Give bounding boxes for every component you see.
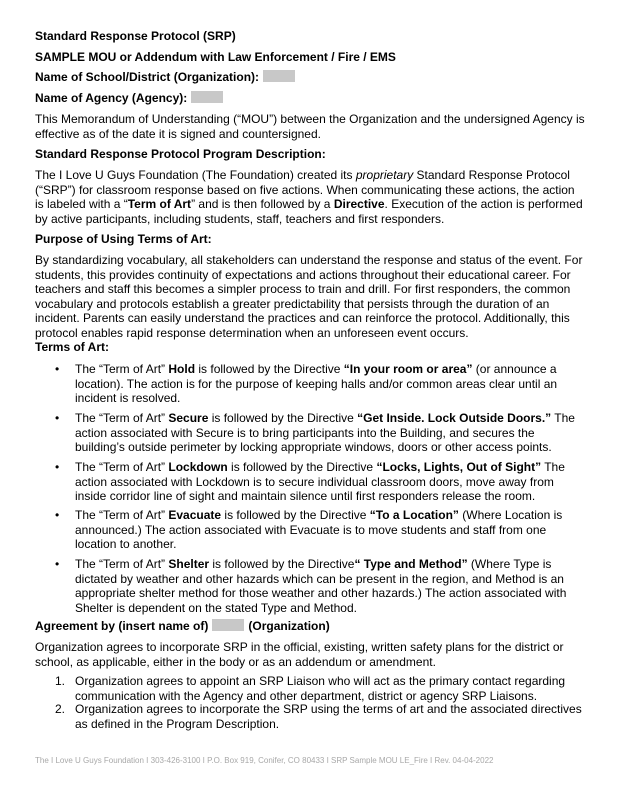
bullet-icon: • xyxy=(55,411,60,425)
school-name-field[interactable] xyxy=(263,70,295,82)
term-text: The action associated with Secure is to bring participants into the Building, and secures the building’s outside perimeter by locking appropriate windows, doors or other access points. xyxy=(75,411,575,454)
term-text: is followed by the Directive xyxy=(227,460,377,474)
program-term-of-art: Term of Art xyxy=(127,197,192,211)
term-directive: “Locks, Lights, Out of Sight” xyxy=(376,460,542,474)
term-name: Hold xyxy=(168,362,196,376)
term-text: The action associated with Lockdown is to secure individual classroom doors, move away from inside corridor line of sight and maintain silence until first responders release the room. xyxy=(75,460,565,503)
term-item-hold xyxy=(75,362,586,406)
term-item-shelter xyxy=(75,557,586,615)
intro-paragraph: This Memorandum of Understanding (“MOU”) between the Organization and the undersigned Agency is effective as of the date it is signed and countersigned. xyxy=(35,112,585,141)
list-number: 2. xyxy=(55,702,66,716)
term-text: The “Term of Art” xyxy=(75,362,169,376)
term-name: Evacuate xyxy=(168,508,222,522)
program-text-1: The I Love U Guys Foundation (The Foundation) created its xyxy=(35,168,356,182)
school-name-label: Name of School/District (Organization): xyxy=(35,70,260,84)
bullet-icon: • xyxy=(55,508,60,522)
term-text: is followed by the Directive xyxy=(221,508,370,522)
agreement-item: Organization agrees to appoint an SRP Liaison who will act as the primary contact regarding communication with the Agency and other department, district or agency SRP Liaisons. xyxy=(75,674,566,703)
agency-name-label: Name of Agency (Agency): xyxy=(35,91,188,105)
program-paragraph xyxy=(35,168,586,226)
document-subtitle: SAMPLE MOU or Addendum with Law Enforcement / Fire / EMS xyxy=(35,50,396,64)
agency-name-field[interactable] xyxy=(191,91,223,103)
document-title: Standard Response Protocol (SRP) xyxy=(35,29,236,43)
bullet-icon: • xyxy=(55,362,60,376)
agreement-heading xyxy=(35,619,586,634)
term-text: (Where Type is dictated by weather and other hazards which can be present in the region, and Method is an appropriate shelter method for those weather and other hazards.) The action associated with Shelter is dependent on the stated Type and Method. xyxy=(75,557,567,615)
list-number: 1. xyxy=(55,674,66,688)
term-text: (Where Location is announced.) The action associated with Evacuate is to move students and staff from one location to another. xyxy=(75,508,563,551)
program-text-4: . Execution of the action is performed by active participants, including students, staff, teachers and first responders. xyxy=(35,197,583,226)
term-text: The “Term of Art” xyxy=(75,411,169,425)
program-text-2: Standard Response Protocol (“SRP”) for classroom response based on five actions. When communicating these actions, the action is labeled with a “ xyxy=(35,168,575,211)
school-name-line xyxy=(35,70,586,85)
terms-heading: Terms of Art: xyxy=(35,340,110,354)
term-directive: “ Type and Method” xyxy=(354,557,468,571)
program-heading: Standard Response Protocol Program Description: xyxy=(35,147,326,161)
bullet-icon: • xyxy=(55,460,60,474)
term-name: Secure xyxy=(168,411,209,425)
organization-name-field[interactable] xyxy=(212,619,244,631)
program-text-3: ” and is then followed by a xyxy=(191,197,334,211)
purpose-heading: Purpose of Using Terms of Art: xyxy=(35,232,212,246)
term-text: The “Term of Art” xyxy=(75,460,169,474)
term-name: Shelter xyxy=(168,557,210,571)
term-name: Lockdown xyxy=(168,460,228,474)
agreement-item: Organization agrees to incorporate the SRP using the terms of art and the associated directives as defined in the Program Description. xyxy=(75,702,582,731)
bullet-icon: • xyxy=(55,557,60,571)
agreement-paragraph: Organization agrees to incorporate SRP in the official, existing, written safety plans for the district or school, as applicable, either in the body or as an addendum or amendment. xyxy=(35,640,564,669)
term-text: (or announce a location). The action is for the purpose of keeping halls and/or common areas clear until an incident is resolved. xyxy=(75,362,558,405)
program-text-emphasis: proprietary xyxy=(355,168,414,182)
term-text: is followed by the Directive xyxy=(195,362,344,376)
agreement-heading-prefix: Agreement by (insert name of) xyxy=(35,619,209,633)
program-directive: Directive xyxy=(333,197,385,211)
term-text: The “Term of Art” xyxy=(75,508,169,522)
term-item-evacuate xyxy=(75,508,586,552)
term-directive: “In your room or area” xyxy=(343,362,473,376)
page-footer: The I Love U Guys Foundation I 303-426-3100 I P.O. Box 919, Conifer, CO 80433 I SRP Sample MOU LE_Fire I Rev. 04-04-2022 xyxy=(35,756,494,765)
purpose-paragraph: By standardizing vocabulary, all stakeholders can understand the response and status of the event. For students, this provides continuity of expectations and actions throughout their educational career. For teachers and staff this becomes a simpler process to train and drill. For first responders, the common vocabulary and protocols establish a greater predictability that persists through the duration of an incident. Parents can easily understand the practices and can reinforce the protocol. Additionally, this protocol enables rapid response determination when an unforeseen event occurs. xyxy=(35,253,583,340)
term-text: The “Term of Art” xyxy=(75,557,169,571)
term-directive: “To a Location” xyxy=(369,508,459,522)
term-directive: “Get Inside. Lock Outside Doors.” xyxy=(357,411,552,425)
term-item-secure xyxy=(75,411,586,455)
term-text: is followed by the Directive xyxy=(208,411,358,425)
term-text: is followed by the Directive xyxy=(209,557,355,571)
agency-name-line xyxy=(35,91,586,106)
term-item-lockdown xyxy=(75,460,586,504)
agreement-heading-suffix: (Organization) xyxy=(248,619,330,633)
